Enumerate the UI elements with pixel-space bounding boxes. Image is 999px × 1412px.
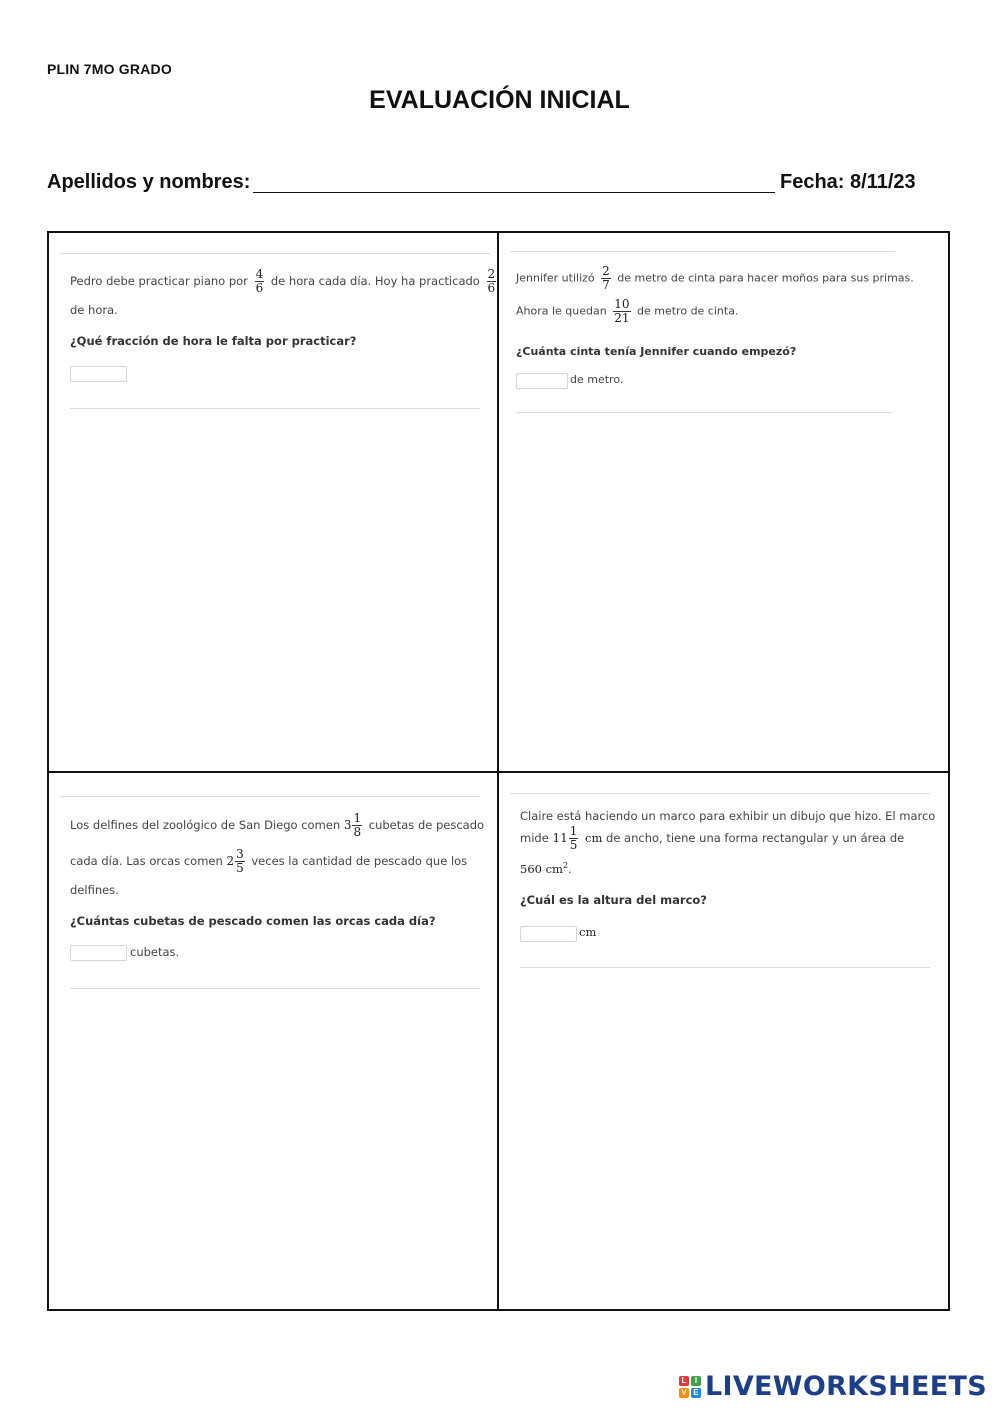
logo-tile-e: E [691, 1388, 701, 1398]
q3-text-1: Los delfines del zoológico de San Diego comen [70, 818, 341, 833]
q3-unit: cubetas. [130, 945, 180, 959]
q3-f1-den: 8 [353, 825, 362, 840]
liveworksheets-logo[interactable] [679, 1371, 987, 1402]
q1-top-rule [60, 253, 490, 254]
q3-text-5: delfines. [70, 883, 119, 897]
q1-f1-num: 4 [255, 267, 264, 281]
q2-text-3: Ahora le quedan [516, 304, 607, 318]
q2-f1-num: 2 [602, 264, 610, 278]
date-label: Fecha: 8/11/23 [780, 171, 916, 193]
logo-tile-i: I [691, 1376, 701, 1386]
q3-f2-den: 5 [236, 861, 244, 876]
q1-fraction-2 [487, 268, 497, 295]
logo-tile-l: L [679, 1376, 689, 1386]
q3-whole-1: 3 [343, 817, 352, 832]
q2-bottom-rule [516, 412, 893, 413]
q4-f1-num: 1 [569, 824, 578, 838]
q3-f1-num: 1 [353, 811, 362, 825]
logo-text: LIVEWORKSHEETS [704, 1371, 987, 1402]
q2-unit: de metro. [570, 373, 624, 386]
q4-answer-input[interactable] [520, 926, 577, 942]
q2-f1-den: 7 [602, 278, 610, 293]
q3-whole-2: 2 [226, 853, 235, 868]
q4-whole-1: 11 [552, 830, 568, 845]
q4-bottom-rule [520, 967, 930, 968]
q2-fraction-2 [613, 298, 630, 325]
page-title: EVALUACIÓN INICIAL [369, 86, 630, 114]
q4-top-rule [510, 793, 930, 794]
q2-answer-input[interactable] [516, 373, 568, 389]
q3-text-3: cada día. Las orcas comen [70, 854, 223, 869]
q2-question: ¿Cuánta cinta tenía Jennifer cuando empezó? [516, 345, 797, 358]
q4-text-3: de ancho, tiene una forma rectangular y un área de [606, 831, 905, 846]
grid-horizontal-divider [47, 771, 950, 773]
q4-text-1: Claire está haciendo un marco para exhibir un dibujo que hizo. El marco [520, 809, 936, 823]
q2-text-4: de metro de cinta. [637, 304, 739, 318]
q4-area-end: . [568, 861, 572, 876]
q3-top-rule [60, 796, 480, 797]
q3-text-2: cubetas de pescado [368, 818, 485, 833]
name-input-line[interactable] [253, 192, 775, 193]
q3-f2-num: 3 [236, 847, 244, 861]
q3-bottom-rule [70, 988, 480, 989]
q1-f2-num: 2 [487, 267, 496, 281]
q4-question: ¿Cuál es la altura del marco? [520, 893, 707, 907]
q1-f1-den: 6 [255, 281, 264, 296]
q3-text-4: veces la cantidad de pescado que los [251, 854, 468, 869]
q1-answer-input[interactable] [70, 366, 127, 382]
q1-f2-den: 6 [487, 281, 496, 296]
q4-area-exponent: 2 [562, 861, 569, 870]
q4-unit-cm: cm [585, 831, 603, 846]
q1-bottom-rule [70, 408, 480, 409]
q2-top-rule [510, 251, 895, 252]
q1-question: ¿Qué fracción de hora le falta por practicar? [70, 334, 357, 348]
q1-fraction-1 [255, 268, 265, 295]
q2-text-2: de metro de cinta para hacer moños para sus primas. [617, 271, 914, 285]
q3-fraction-1 [352, 812, 362, 839]
name-label: Apellidos y nombres: [47, 171, 251, 193]
logo-tiles-icon [679, 1376, 701, 1398]
q4-text-2: mide [520, 831, 549, 846]
q1-text-2: de hora cada día. Hoy ha practicado [270, 274, 480, 289]
q4-fraction-1 [569, 825, 579, 852]
q2-fraction-1 [601, 265, 611, 292]
q1-text-3: de hora. [70, 303, 118, 317]
q4-f1-den: 5 [569, 838, 578, 853]
q1-text-1: Pedro debe practicar piano por [70, 274, 248, 289]
logo-tile-v: V [679, 1388, 689, 1398]
q2-f2-num: 10 [614, 297, 630, 311]
q2-f2-den: 21 [614, 311, 630, 326]
q4-unit: cm [579, 925, 597, 939]
q3-fraction-2 [235, 848, 245, 875]
q3-question: ¿Cuántas cubetas de pescado comen las orcas cada día? [70, 914, 436, 928]
course-label: PLIN 7MO GRADO [47, 61, 172, 77]
q4-area: 560 cm [520, 861, 563, 876]
q2-text-1: Jennifer utilizó [516, 271, 595, 285]
q3-answer-input[interactable] [70, 945, 127, 961]
